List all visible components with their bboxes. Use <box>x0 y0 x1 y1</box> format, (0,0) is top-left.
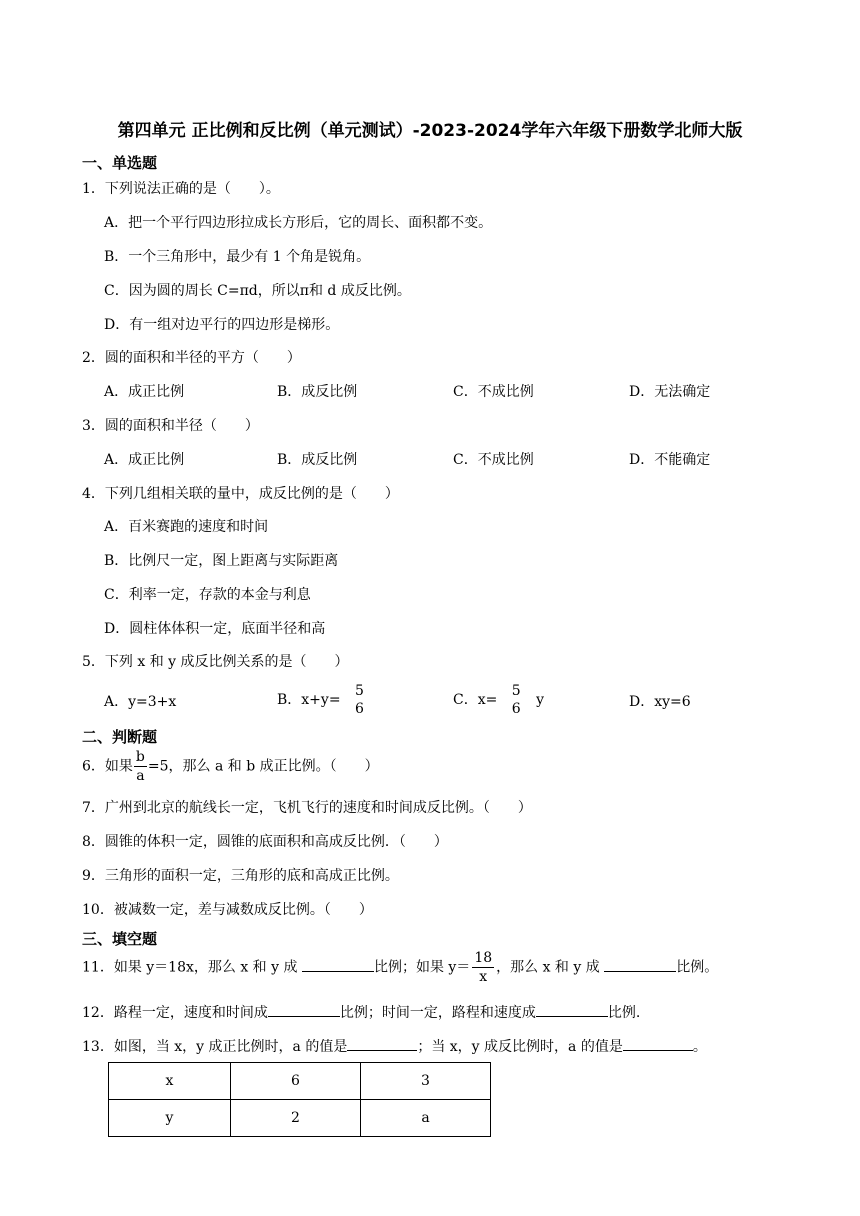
table-row <box>109 1100 491 1137</box>
question-5-option-a: A．y=3+x <box>104 694 177 710</box>
page-title: 第四单元 正比例和反比例（单元测试）-2023-2024学年六年级下册数学北师大版 <box>117 121 743 141</box>
option-b-prefix: B．x+y= <box>277 692 341 708</box>
fraction-numerator: 18 <box>474 950 493 966</box>
fraction-denominator: 6 <box>511 701 521 717</box>
table-cell: a <box>361 1100 491 1137</box>
table-cell: x <box>109 1063 231 1100</box>
question-11-part-4: 比例。 <box>676 959 719 976</box>
question-4-stem: 4．下列几组相关联的量中，成反比例的是（ ） <box>82 486 399 502</box>
question-4-option-a: A．百米赛跑的速度和时间 <box>104 519 269 535</box>
table-row <box>109 1063 491 1100</box>
option-c-prefix: C．x= <box>453 692 498 708</box>
fraction-denominator: x <box>479 969 488 985</box>
question-13-part-2: ；当 x，y 成反比例时，a 的值是 <box>417 1039 623 1055</box>
question-12-part-1: 12．路程一定，速度和时间成 <box>82 1005 268 1021</box>
question-1-option-c: C．因为圆的周长 C=πd，所以π和 d 成反比例。 <box>104 283 411 299</box>
question-4-option-d: D．圆柱体体积一定，底面半径和高 <box>104 621 326 637</box>
section-heading-single-choice: 一、单选题 <box>82 154 158 172</box>
question-4-option-b: B．比例尺一定，图上距离与实际距离 <box>104 553 339 569</box>
answer-blank[interactable] <box>268 1002 340 1017</box>
question-3-option-b: B．成反比例 <box>277 452 358 468</box>
section-heading-true-false: 二、判断题 <box>82 728 158 746</box>
question-10: 10．被减数一定，差与减数成反比例。（ ） <box>82 902 373 918</box>
question-3-stem: 3．圆的面积和半径（ ） <box>82 418 259 434</box>
question-2-stem: 2．圆的面积和半径的平方（ ） <box>82 350 301 366</box>
answer-blank[interactable] <box>536 1002 608 1017</box>
xy-value-table <box>108 1062 491 1137</box>
question-5-option-d: D．xy=6 <box>629 694 691 710</box>
question-3-option-a: A．成正比例 <box>104 452 185 468</box>
table-cell: 2 <box>231 1100 361 1137</box>
question-6-prefix: 6．如果 <box>82 758 133 775</box>
option-c-suffix: y <box>536 692 545 708</box>
question-11-part-2: 比例；如果 y＝ <box>373 959 471 976</box>
question-7: 7．广州到北京的航线长一定，飞机飞行的速度和时间成反比例。（ ） <box>82 800 532 816</box>
fraction-numerator: 5 <box>355 683 364 699</box>
question-11-part-3: ，那么 x 和 y 成 <box>496 959 605 976</box>
question-3-option-c: C．不成比例 <box>453 452 534 468</box>
question-2-option-d: D．无法确定 <box>629 384 711 400</box>
question-1-stem: 1．下列说法正确的是（ ）。 <box>82 181 280 197</box>
fraction-five-sixths <box>353 684 366 716</box>
fraction-numerator: 5 <box>511 683 521 699</box>
fraction-18-over-x <box>472 951 494 984</box>
question-13-part-3: 。 <box>692 1039 707 1055</box>
question-2-option-c: C．不成比例 <box>453 384 534 400</box>
answer-blank[interactable] <box>623 1036 693 1051</box>
question-13 <box>82 1036 707 1057</box>
question-2-option-b: B．成反比例 <box>277 384 358 400</box>
question-5-option-c <box>453 684 544 716</box>
table-cell: y <box>109 1100 231 1137</box>
question-6-suffix: =5，那么 a 和 b 成正比例。（ ） <box>147 758 379 775</box>
fraction-denominator: 6 <box>355 701 364 717</box>
question-11-part-1: 11．如果 y＝18x，那么 x 和 y 成 <box>82 959 302 976</box>
question-4-option-c: C．利率一定，存款的本金与利息 <box>104 587 311 603</box>
question-5-stem: 5．下列 x 和 y 成反比例关系的是（ ） <box>82 654 349 670</box>
question-9: 9．三角形的面积一定，三角形的底和高成正比例。 <box>82 868 399 884</box>
fraction-five-sixths <box>510 684 523 716</box>
answer-blank[interactable] <box>347 1036 417 1051</box>
question-11 <box>82 951 718 984</box>
table-cell: 6 <box>231 1063 361 1100</box>
question-6 <box>82 750 379 783</box>
question-13-part-1: 13．如图，当 x，y 成正比例时，a 的值是 <box>82 1039 348 1055</box>
question-8: 8．圆锥的体积一定，圆锥的底面积和高成反比例．（ ） <box>82 834 448 850</box>
section-heading-fill-in: 三、填空题 <box>82 930 158 948</box>
fraction-denominator: a <box>136 768 145 784</box>
question-12-part-2: 比例；时间一定，路程和速度成 <box>339 1005 536 1021</box>
question-1-option-d: D．有一组对边平行的四边形是梯形。 <box>104 317 340 333</box>
answer-blank[interactable] <box>604 957 676 972</box>
question-1-option-b: B．一个三角形中，最少有 1 个角是锐角。 <box>104 249 371 265</box>
fraction-numerator: b <box>135 749 145 765</box>
table-cell: 3 <box>361 1063 491 1100</box>
question-2-option-a: A．成正比例 <box>104 384 185 400</box>
answer-blank[interactable] <box>302 957 374 972</box>
question-3-option-d: D．不能确定 <box>629 452 711 468</box>
question-1-option-a: A．把一个平行四边形拉成长方形后，它的周长、面积都不变。 <box>104 215 493 231</box>
question-5-option-b <box>277 684 369 716</box>
question-12-part-3: 比例. <box>607 1005 641 1021</box>
question-12 <box>82 1002 640 1023</box>
fraction-b-over-a <box>134 750 147 783</box>
